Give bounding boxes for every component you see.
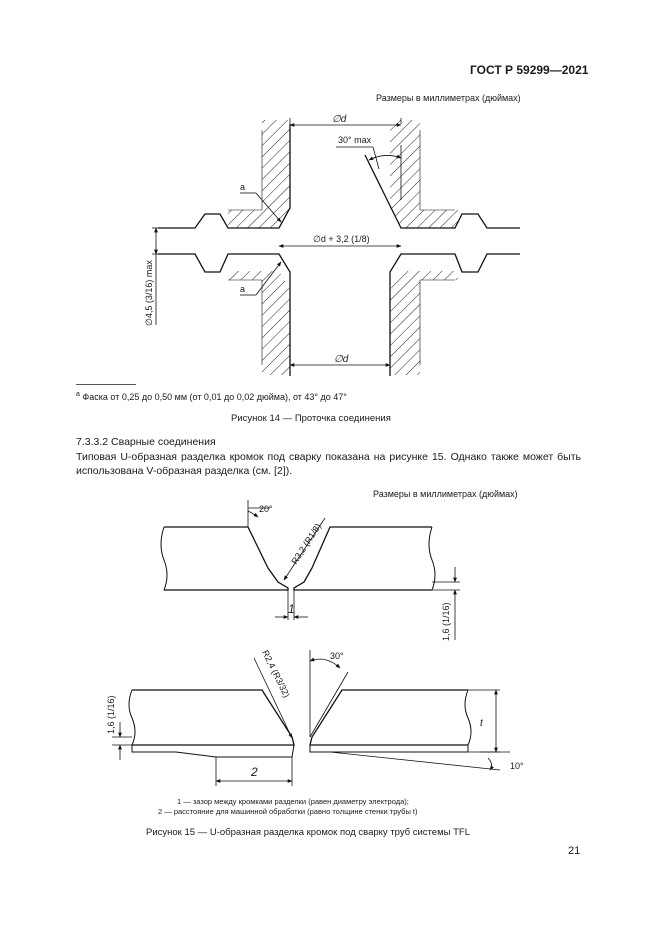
f15-label-thickness: t: [480, 718, 483, 729]
figure15-legend-item-2: 2 — расстояние для машинной обработки (равно толщине стенки трубы t): [158, 807, 418, 816]
footnote-text: Фаска от 0,25 до 0,50 мм (от 0,01 до 0,02 дюйма), от 43° до 47°: [82, 392, 347, 402]
f14-label-a-lower: a: [240, 284, 246, 294]
f15-label-angle-30: 30°: [330, 651, 344, 661]
page-number: 21: [568, 845, 581, 857]
f15-marker-1: 1: [288, 602, 295, 616]
document-id: ГОСТ Р 59299—2021: [470, 63, 589, 77]
figure15-units-note: Размеры в миллиметрах (дюймах): [373, 489, 518, 499]
section-heading: 7.3.3.2 Сварные соединения: [76, 436, 216, 448]
f14-label-angle: 30° max: [338, 135, 372, 145]
footnote-mark: a: [76, 391, 80, 398]
f14-label-a-upper: a: [240, 182, 246, 192]
f15-label-angle-top: 20°: [259, 504, 273, 514]
f15-label-angle-10: 10°: [510, 761, 524, 771]
f14-label-d-plus: ∅d + 3,2 (1/8): [313, 234, 370, 244]
figure14-caption: Рисунок 14 — Проточка соединения: [231, 413, 391, 424]
f14-label-vertical-dim: ∅4,5 (3/16) max: [144, 260, 154, 326]
figure15-legend-item-1: 1 — зазор между кромками разделки (равен диаметру электрода);: [177, 797, 409, 806]
figure14-units-note: Размеры в миллиметрах (дюймах): [376, 93, 521, 103]
f15-label-dim-right-top: 1,6 (1/16): [441, 602, 451, 641]
f15-marker-2: 2: [251, 765, 258, 779]
f15-label-radius-bottom: R2,4 (R3/32): [260, 648, 292, 700]
figure15-caption: Рисунок 15 — U-образная разделка кромок под сварку труб системы TFL: [146, 827, 470, 838]
f14-label-d-top: ∅d: [332, 114, 347, 125]
f14-label-d-bottom: ∅d: [334, 354, 349, 365]
section-paragraph-text: Типовая U-образная разделка кромок под сварку показана на рисунке 15. Однако также может быть использована V-образная разделка (см. [2]).: [76, 451, 581, 477]
f15-label-dim-left: 1,6 (1/16): [106, 695, 116, 734]
f15-label-radius-top: R3,2 (R1/8): [289, 521, 324, 567]
